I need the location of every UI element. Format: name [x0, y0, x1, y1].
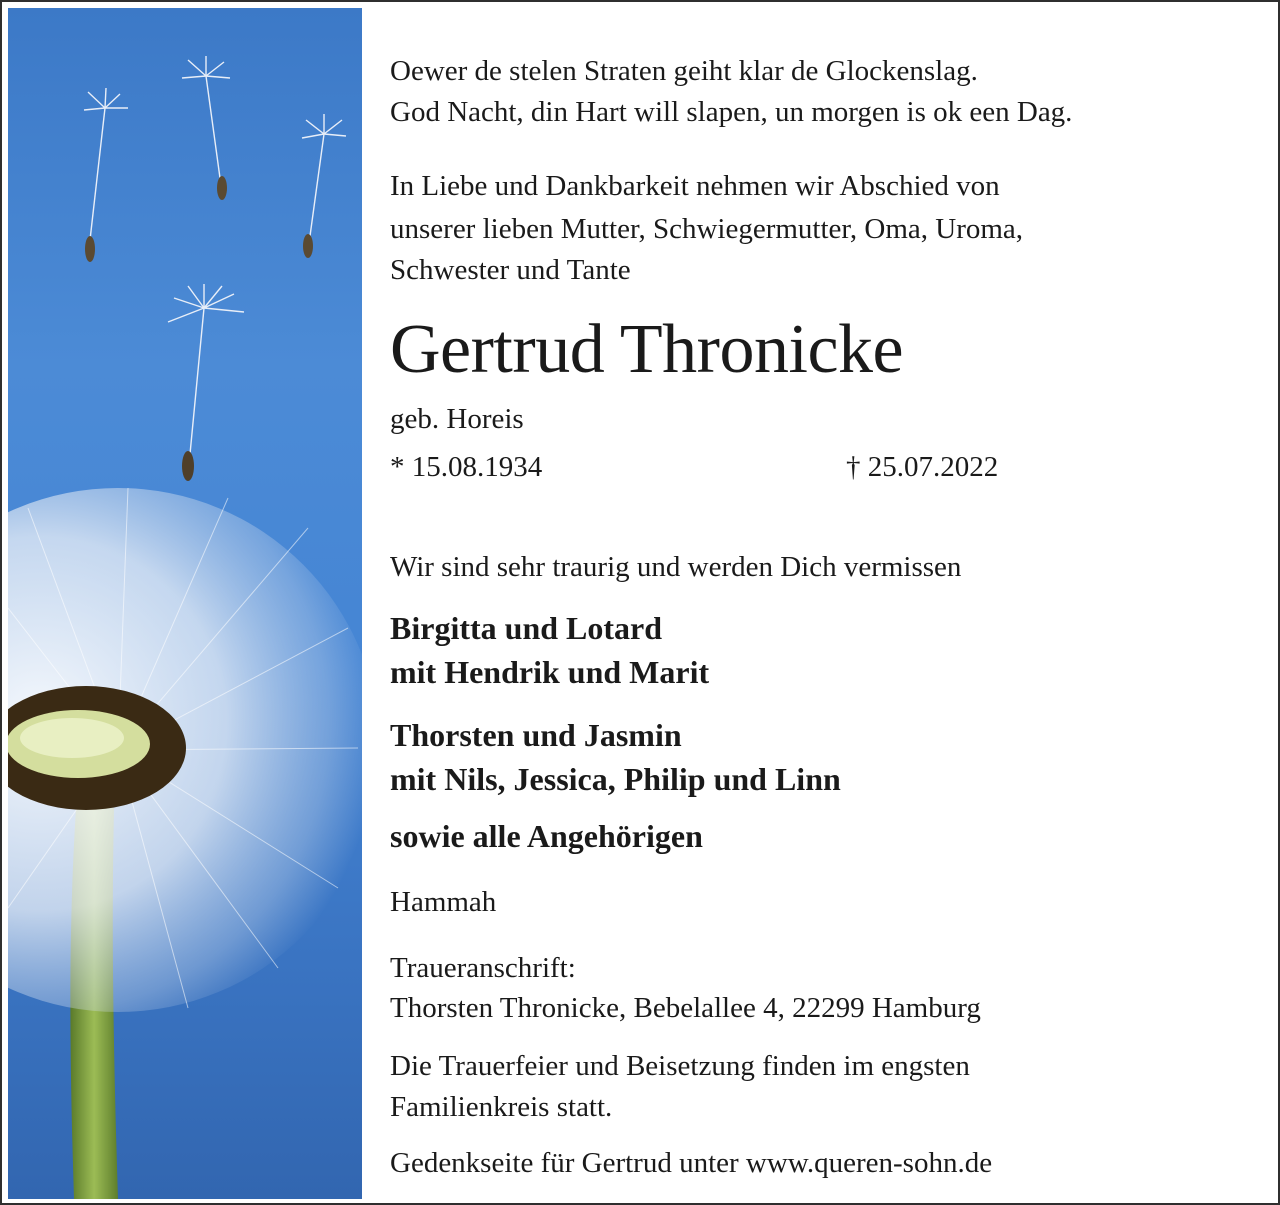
intro-line-2: unserer lieben Mutter, Schwiegermutter, Oma, Uroma,: [390, 213, 1024, 245]
mourner-group-1-line-2: mit Hendrik und Marit: [390, 654, 710, 690]
birth-date: * 15.08.1934: [390, 451, 543, 483]
address-label: Traueranschrift:: [390, 952, 576, 984]
seed-4: [168, 284, 244, 454]
mourner-group-2-line-1: Thorsten und Jasmin: [390, 717, 682, 753]
seed-3: [302, 114, 346, 236]
poem-line-1: Oewer de stelen Straten geiht klar de Glockenslag.: [390, 55, 978, 87]
mourning-line: Wir sind sehr traurig und werden Dich vermissen: [390, 551, 962, 583]
ceremony-line-1: Die Trauerfeier und Beisetzung finden im engsten: [390, 1050, 970, 1082]
deceased-name: Gertrud Thronicke: [390, 311, 904, 388]
seed-1: [84, 88, 128, 240]
dandelion-illustration: [8, 8, 362, 1199]
other-relatives: sowie alle Angehörigen: [390, 818, 703, 854]
place: Hammah: [390, 886, 497, 918]
maiden-name: geb. Horeis: [390, 403, 524, 435]
seed-2: [182, 56, 230, 178]
death-date: † 25.07.2022: [846, 451, 999, 483]
intro-line-3: Schwester und Tante: [390, 254, 631, 286]
dandelion-photo: [8, 8, 362, 1199]
address-value: Thorsten Thronicke, Bebelallee 4, 22299 Hamburg: [390, 992, 981, 1024]
poem-line-2: God Nacht, din Hart will slapen, un morgen is ok een Dag.: [390, 96, 1073, 128]
mourner-group-1-line-1: Birgitta und Lotard: [390, 610, 663, 646]
memorial-page-note: Gedenkseite für Gertrud unter www.queren-sohn.de: [390, 1147, 993, 1179]
ceremony-line-2: Familienkreis statt.: [390, 1091, 613, 1123]
intro-line-1: In Liebe und Dankbarkeit nehmen wir Abschied von: [390, 170, 1000, 202]
mourner-group-2-line-2: mit Nils, Jessica, Philip und Linn: [390, 761, 841, 797]
